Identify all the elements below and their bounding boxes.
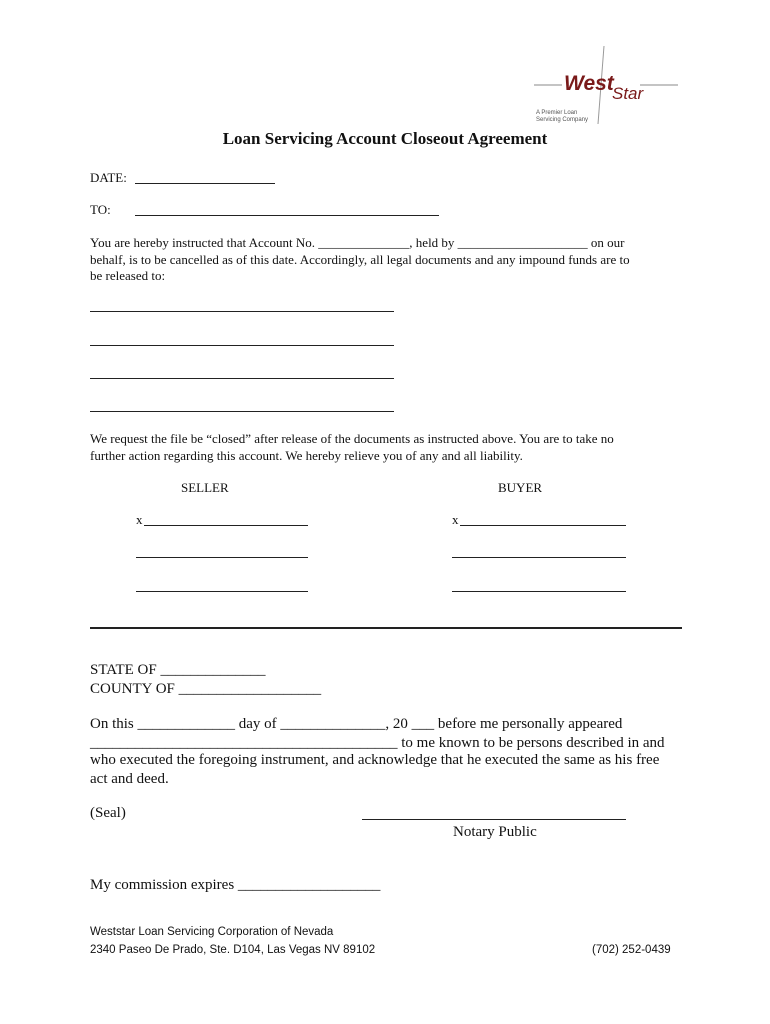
instruction-line-3: be released to:	[90, 268, 166, 283]
request-line-2: further action regarding this account. We hereby relieve you of any and all liability.	[90, 448, 523, 463]
instruction-line-1: You are hereby instructed that Account No. ______________, held by ____________________ on our	[90, 235, 625, 250]
buyer-sign-x: x	[452, 512, 459, 527]
buyer-line-3[interactable]	[452, 591, 626, 592]
logo-star-text: Star	[612, 84, 644, 103]
section-divider	[90, 627, 682, 629]
footer-phone: (702) 252-0439	[592, 944, 671, 956]
footer-address: 2340 Paseo De Prado, Ste. D104, Las Vegas NV 89102	[90, 944, 376, 956]
notary-line-2: _________________________________________ to me known to be persons described in and	[90, 735, 665, 751]
footer-company: Weststar Loan Servicing Corporation of Nevada	[90, 926, 334, 938]
notary-line-4: act and deed.	[90, 771, 169, 787]
seller-signature-line[interactable]	[144, 525, 308, 526]
seller-sign-x: x	[136, 512, 143, 527]
logo-tagline-1: A Premier Loan	[536, 110, 578, 116]
instruction-line-2: behalf, is to be cancelled as of this date. Accordingly, all legal documents and any impound funds are to	[90, 252, 630, 267]
buyer-label: BUYER	[498, 480, 543, 495]
notary-signature-line[interactable]	[362, 819, 626, 820]
release-to-line-3[interactable]	[90, 378, 394, 379]
buyer-signature-line[interactable]	[460, 525, 626, 526]
seller-line-2[interactable]	[136, 557, 308, 558]
to-label: TO:	[90, 202, 111, 217]
notary-line-1: On this _____________ day of ______________, 20 ___ before me personally appeared	[90, 716, 623, 732]
seal-label: (Seal)	[90, 805, 126, 821]
seller-label: SELLER	[181, 480, 229, 495]
commission-expires-label: My commission expires ___________________	[90, 877, 381, 893]
notary-public-label: Notary Public	[453, 824, 537, 840]
buyer-line-2[interactable]	[452, 557, 626, 558]
state-of-label: STATE OF ______________	[90, 662, 266, 678]
weststar-logo	[528, 44, 684, 128]
logo-tagline-2: Servicing Company	[536, 117, 589, 123]
county-of-label: COUNTY OF ___________________	[90, 681, 322, 697]
seller-line-3[interactable]	[136, 591, 308, 592]
date-label: DATE:	[90, 170, 127, 185]
release-to-line-2[interactable]	[90, 345, 394, 346]
request-line-1: We request the file be “closed” after release of the documents as instructed above. You are to take no	[90, 431, 614, 446]
logo-west-text: West	[564, 72, 614, 95]
release-to-line-1[interactable]	[90, 311, 394, 312]
notary-line-3: who executed the foregoing instrument, and acknowledge that he executed the same as his free	[90, 752, 660, 768]
date-blank-line[interactable]	[135, 183, 275, 184]
document-title: Loan Servicing Account Closeout Agreement	[222, 129, 548, 148]
release-to-line-4[interactable]	[90, 411, 394, 412]
to-blank-line[interactable]	[135, 215, 439, 216]
